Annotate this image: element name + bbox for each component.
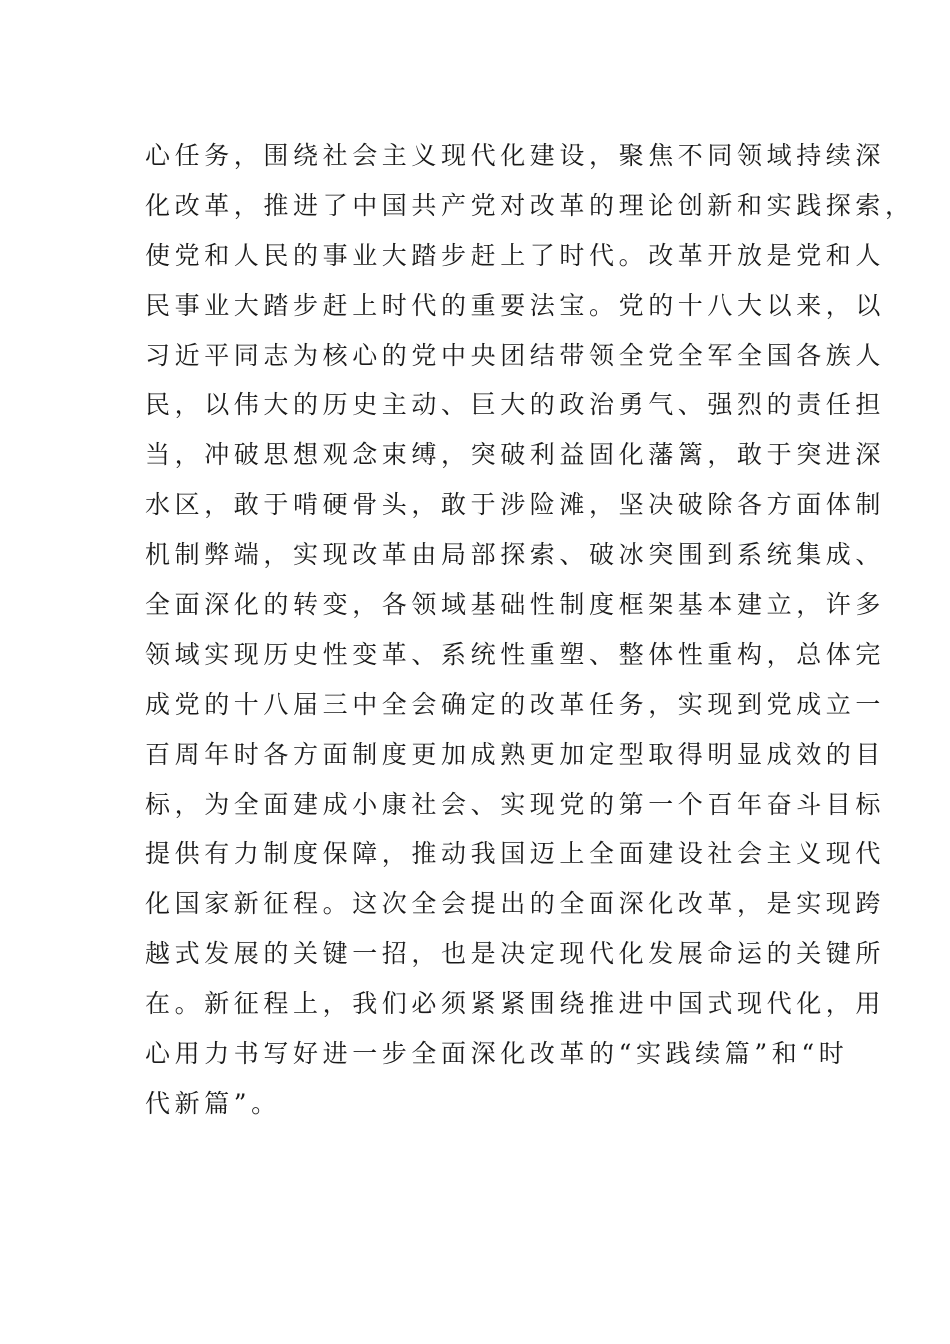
paragraph-line: 民，以伟大的历史主动、巨大的政治勇气、强烈的责任担 (145, 390, 886, 420)
paragraph-line: 化改革，推进了中国共产党对改革的理论创新和实践探索， (145, 190, 915, 220)
body-paragraph (145, 131, 915, 1129)
paragraph-line: 使党和人民的事业大踏步赶上了时代。改革开放是党和人 (145, 240, 886, 270)
paragraph-line: 标，为全面建成小康社会、实现党的第一个百年奋斗目标 (145, 789, 886, 819)
paragraph-line: 水区，敢于啃硬骨头，敢于涉险滩，坚决破除各方面体制 (145, 490, 886, 520)
paragraph-line: 心用力书写好进一步全面深化改革的“实践续篇”和“时 (145, 1039, 849, 1069)
paragraph-line: 在。新征程上，我们必须紧紧围绕推进中国式现代化，用 (145, 989, 886, 1019)
paragraph-line: 民事业大踏步赶上时代的重要法宝。党的十八大以来，以 (145, 290, 886, 320)
paragraph-line: 习近平同志为核心的党中央团结带领全党全军全国各族人 (145, 340, 886, 370)
paragraph-line: 机制弊端，实现改革由局部探索、破冰突围到系统集成、 (145, 540, 886, 570)
paragraph-line: 百周年时各方面制度更加成熟更加定型取得明显成效的目 (145, 739, 886, 769)
paragraph-line: 全面深化的转变，各领域基础性制度框架基本建立，许多 (145, 590, 886, 620)
paragraph-line: 越式发展的关键一招，也是决定现代化发展命运的关键所 (145, 939, 886, 969)
paragraph-line: 当，冲破思想观念束缚，突破利益固化藩篱，敢于突进深 (145, 440, 886, 470)
paragraph-line: 领域实现历史性变革、系统性重塑、整体性重构，总体完 (145, 639, 886, 669)
paragraph-line: 提供有力制度保障，推动我国迈上全面建设社会主义现代 (145, 839, 886, 869)
paragraph-line: 化国家新征程。这次全会提出的全面深化改革，是实现跨 (145, 889, 886, 919)
paragraph-line: 代新篇”。 (145, 1088, 281, 1118)
paragraph-line: 心任务，围绕社会主义现代化建设，聚焦不同领域持续深 (145, 141, 886, 170)
paragraph-line: 成党的十八届三中全会确定的改革任务，实现到党成立一 (145, 689, 886, 719)
